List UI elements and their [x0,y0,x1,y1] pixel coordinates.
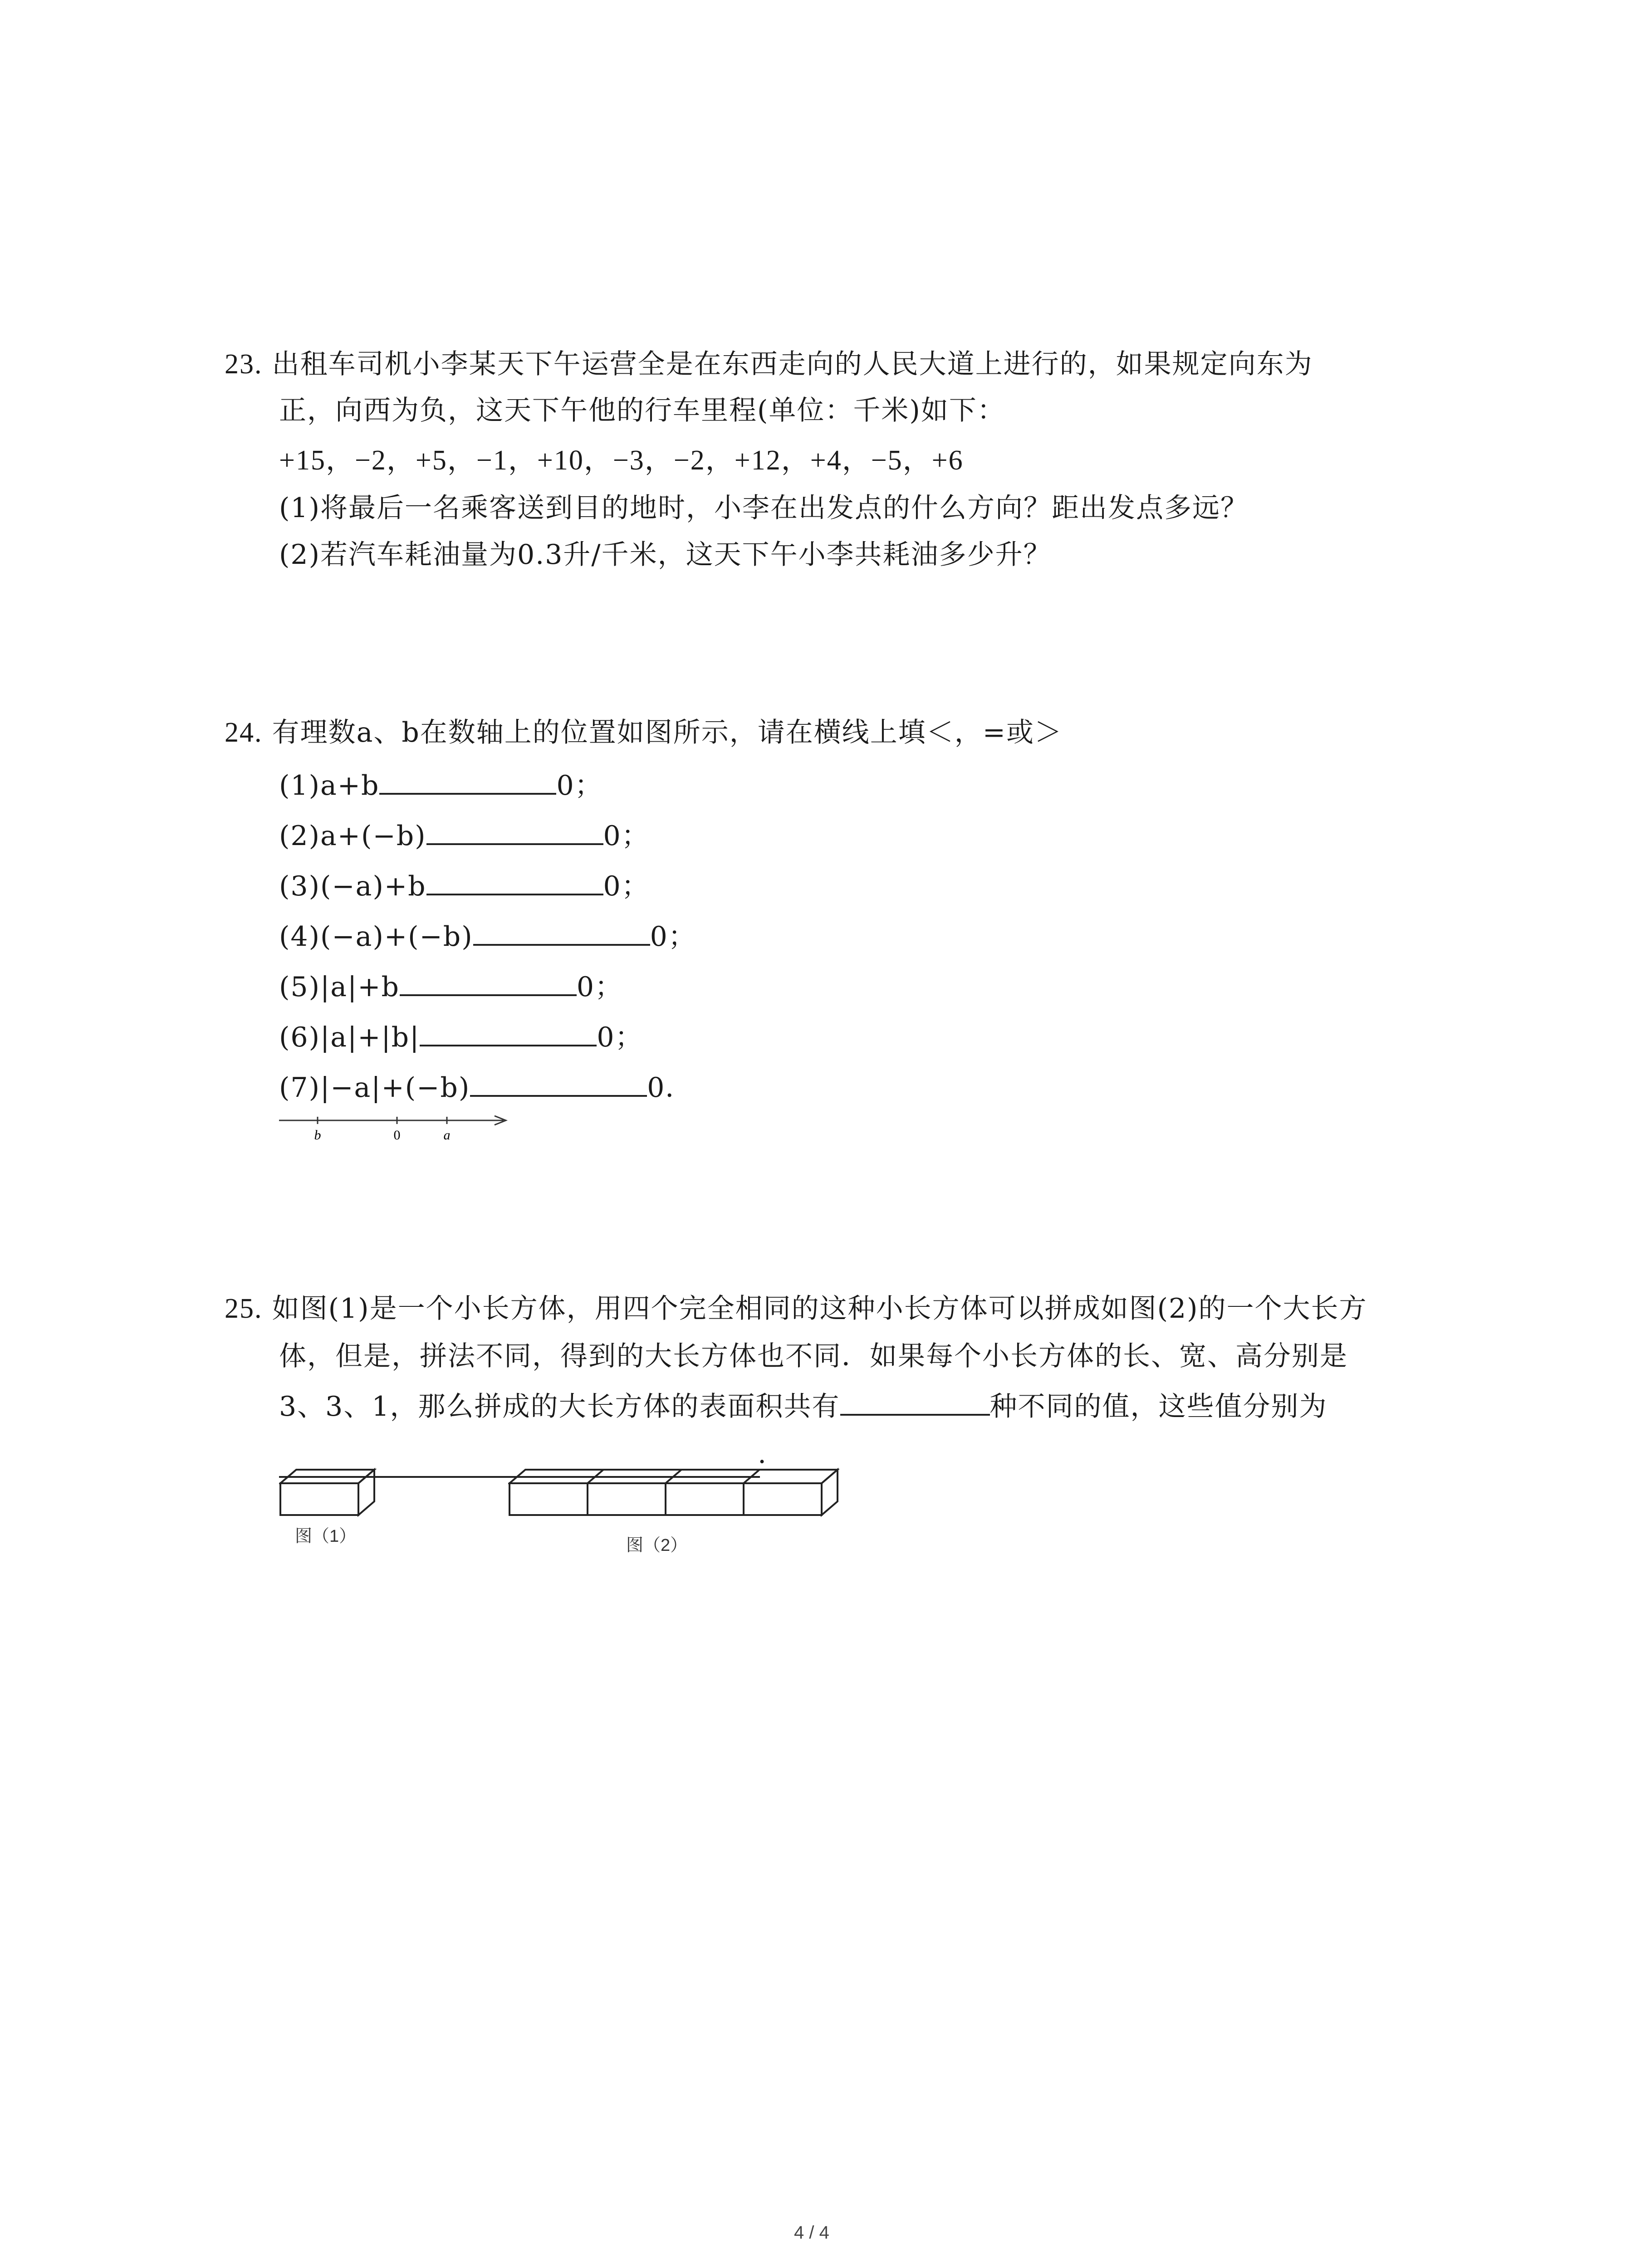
answer-blank[interactable] [470,1067,647,1097]
q24-number: 24. [225,717,263,748]
q24-item-tail: 0； [603,870,650,902]
q24-item-label: (6)|a|+|b| [279,1022,420,1053]
q23-distances: +15，−2，+5，−1，+10，−3，−2，+12，+4，−5，+6 [279,445,964,476]
top-divider [744,1470,759,1483]
q24-item-label: (7)|−a|+(−b) [279,1072,470,1104]
figure-2-caption: 图（2） [626,1536,688,1555]
q25-text-2: 体，但是，拼法不同，得到的大长方体也不同．如果每个小长方体的长、宽、高分别是 [279,1340,1348,1372]
big-cuboid-side [822,1470,838,1515]
q24-item-tail: 0． [647,1072,694,1104]
figure-1-caption: 图（1） [295,1527,357,1546]
answer-blank[interactable] [840,1386,990,1416]
q23-text-2: 正，向西为负，这天下午他的行车里程(单位：千米)如下： [279,395,1005,426]
q24-item-label: (3)(−a)+b [279,870,426,902]
q25-text-1: 如图(1)是一个小长方体，用四个完全相同的这种小长方体可以拼成如图(2)的一个大长方 [272,1293,1367,1325]
q25-line1 [225,1290,1367,1327]
q24-item-tail: 0； [597,1022,643,1053]
q23-number: 23. [225,349,263,380]
q23-subq1: (1)将最后一名乘客送到目的地时，小李在出发点的什么方向？距出发点多远？ [279,492,1249,524]
q24-item [279,1017,643,1056]
q23-text-1: 出租车司机小李某天下午运营全是在东西走向的人民大道上进行的，如果规定向东为 [272,348,1313,380]
figure-2-cuboids [508,1467,839,1517]
q24-item-tail: 0； [556,770,603,802]
q24-stem [225,714,1063,751]
label-a: a [443,1128,451,1143]
q24-item-label: (5)|a|+b [279,971,400,1003]
q24-item-tail: 0； [603,820,650,852]
q24-item [279,765,603,804]
q24-item-tail: 0； [650,921,696,953]
answer-blank[interactable] [400,966,577,996]
q25-number: 25. [225,1293,263,1324]
q24-item-label: (1)a+b [279,770,380,802]
label-zero: 0 [393,1128,401,1143]
q24-stem-text: 有理数a、b在数轴上的位置如图所示，请在横线上填＜，=或＞ [272,717,1063,748]
answer-blank[interactable] [379,765,556,795]
q23-subq2: (2)若汽车耗油量为0.3升/千米，这天下午小李共耗油多少升？ [279,539,1052,571]
answer-blank[interactable] [426,865,603,895]
q24-item-label: (2)a+(−b) [279,820,426,852]
answer-blank[interactable] [473,916,650,946]
answer-blank[interactable] [420,1017,597,1046]
q24-item-tail: 0； [576,971,623,1003]
q23-line1 [225,346,1313,382]
answer-blank[interactable] [426,815,603,845]
q25-line3 [279,1386,1327,1425]
q24-item [279,916,696,955]
q24-item [279,815,650,854]
q24-item [279,966,623,1005]
q24-item-label: (4)(−a)+(−b) [279,921,473,953]
label-b: b [314,1128,321,1143]
q25-end-dot: . [758,1438,768,1470]
number-line-figure [277,1107,513,1148]
top-divider [588,1470,603,1483]
q24-item [279,1067,693,1106]
figure-1-cuboid [279,1467,379,1517]
page-number: 4 / 4 [794,2223,829,2243]
q24-item [279,865,650,904]
cuboid-side [358,1470,374,1515]
top-divider [666,1470,681,1483]
q25-text-3a: 3、3、1，那么拼成的大长方体的表面积共有 [279,1391,840,1422]
q25-text-3b: 种不同的值，这些值分别为 [989,1391,1327,1422]
cuboid-front [280,1483,358,1515]
